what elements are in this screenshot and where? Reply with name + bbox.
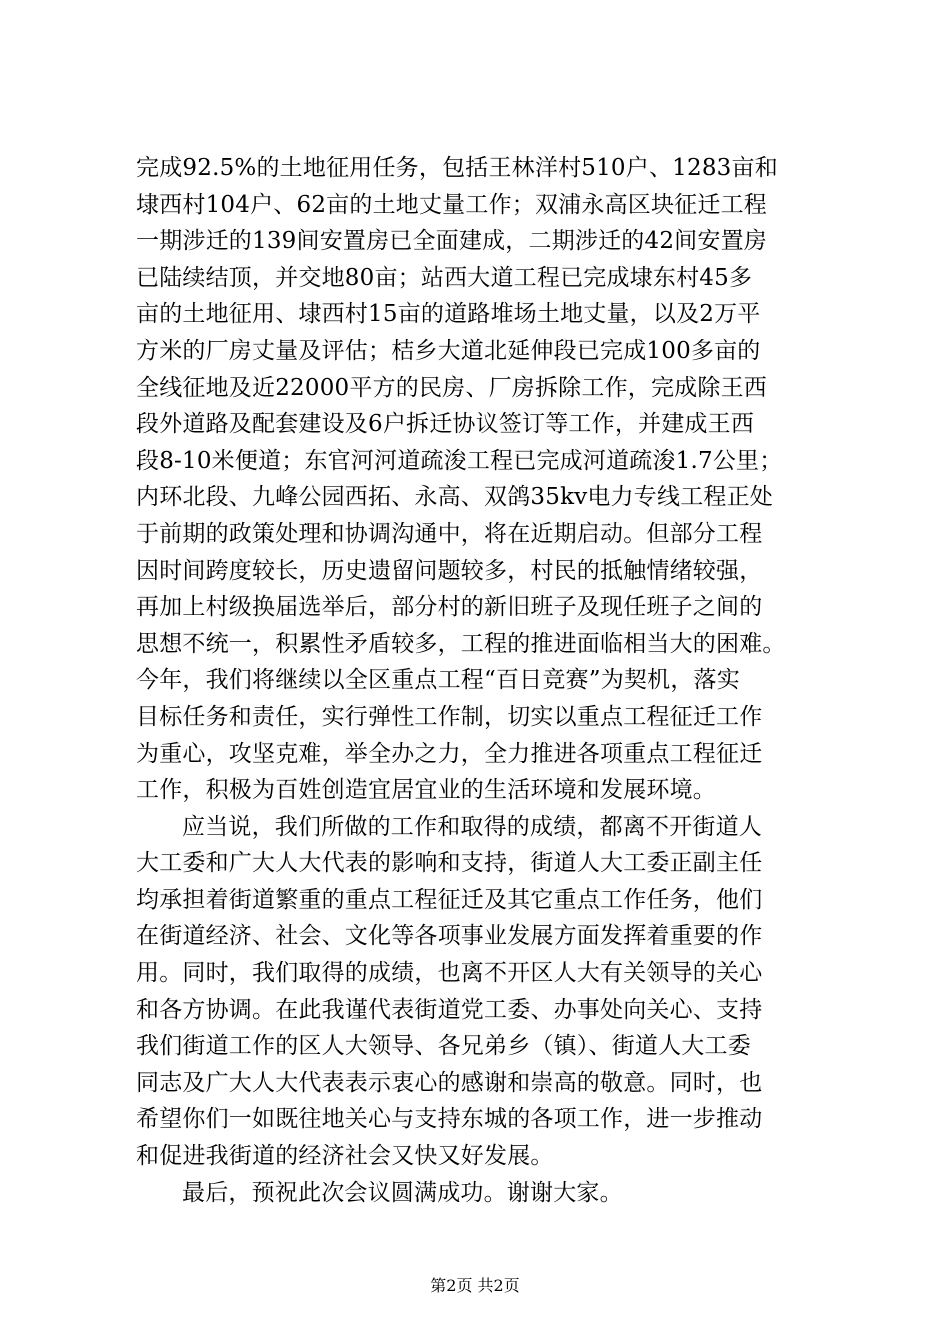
- text-line: 段8-10米便道；东官河河道疏浚工程已完成河道疏浚1.7公里；: [136, 447, 783, 474]
- text-line: 全线征地及近22000平方的民房、厂房拆除工作，完成除王西: [136, 374, 767, 401]
- text-line: 希望你们一如既往地关心与支持东城的各项工作，进一步推动: [136, 1106, 763, 1133]
- text-line: 因时间跨度较长，历史遗留问题较多，村民的抵触情绪较强，: [136, 557, 763, 584]
- text-line: 思想不统一，积累性矛盾较多，工程的推进面临相当大的困难。: [136, 630, 786, 657]
- text-line: 和促进我街道的经济社会又快又好发展。: [136, 1143, 554, 1170]
- text-line: 和各方协调。在此我谨代表街道党工委、办事处向关心、支持: [136, 996, 763, 1023]
- text-line: 工作，积极为百姓创造宜居宜业的生活环境和发展环境。: [136, 777, 716, 804]
- text-line: 今年，我们将继续以全区重点工程“百日竞赛”为契机，落实: [136, 667, 740, 694]
- page-number-footer: 第2页 共2页: [430, 1276, 520, 1295]
- text-line: 完成92.5%的土地征用任务，包括王林洋村510户、1283亩和: [136, 155, 778, 181]
- text-line: 方米的厂房丈量及评估；桔乡大道北延伸段已完成100多亩的: [136, 337, 761, 364]
- text-line: 一期涉迁的139间安置房已全面建成，二期涉迁的42间安置房: [136, 228, 767, 255]
- text-line: 已陆续结顶，并交地80亩；站西大道工程已完成埭东村45多: [136, 264, 753, 291]
- document-body: [136, 150, 826, 1211]
- text-line: 目标任务和责任，实行弹性工作制，切实以重点工程征迁工作: [136, 703, 763, 730]
- text-line: 内环北段、九峰公园西拓、永高、双鸽35kv电力专线工程正处: [136, 484, 773, 511]
- text-line: 同志及广大人大代表表示衷心的感谢和崇高的敬意。同时，也: [136, 1069, 763, 1096]
- paragraph-first-line: 应当说，我们所做的工作和取得的成绩，都离不开街道人: [182, 813, 762, 840]
- text-line: 在街道经济、社会、文化等各项事业发展方面发挥着重要的作: [136, 923, 763, 950]
- text-line: 再加上村级换届选举后，部分村的新旧班子及现任班子之间的: [136, 594, 763, 621]
- text-line: 埭西村104户、62亩的土地丈量工作；双浦永高区块征迁工程: [136, 191, 767, 218]
- text-line: 为重心，攻坚克难，举全办之力，全力推进各项重点工程征迁: [136, 740, 763, 767]
- text-line: 均承担着街道繁重的重点工程征迁及其它重点工作任务，他们: [136, 886, 763, 913]
- text-line: 我们街道工作的区人大领导、各兄弟乡（镇）、街道人大工委: [136, 1033, 751, 1060]
- text-line: 段外道路及配套建设及6户拆迁协议签订等工作，并建成王西: [136, 411, 755, 438]
- text-line: 于前期的政策处理和协调沟通中，将在近期启动。但部分工程: [136, 520, 763, 547]
- text-line: 大工委和广大人大代表的影响和支持，街道人大工委正副主任: [136, 850, 763, 877]
- text-line: 用。同时，我们取得的成绩，也离不开区人大有关领导的关心: [136, 960, 763, 987]
- text-line: 亩的土地征用、埭西村15亩的道路堆场土地丈量，以及2万平: [136, 301, 761, 328]
- paragraph-first-line: 最后，预祝此次会议圆满成功。谢谢大家。: [182, 1179, 623, 1206]
